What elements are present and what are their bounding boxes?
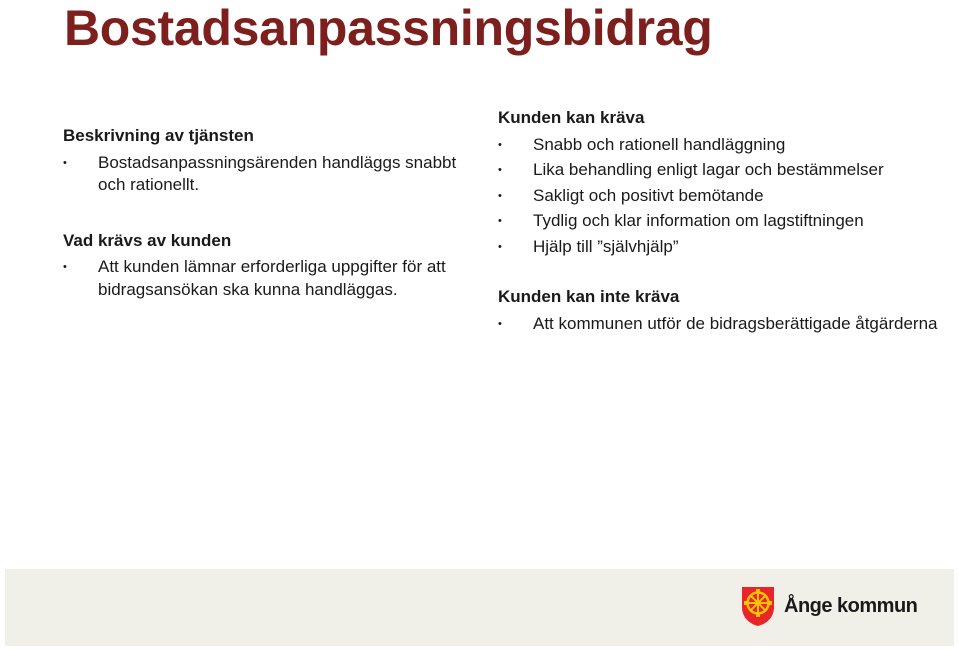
bullet-icon: • xyxy=(498,164,502,176)
cannot-demand-list xyxy=(498,313,938,336)
bullet-icon: • xyxy=(498,215,502,227)
page-title: Bostadsanpassningsbidrag xyxy=(64,0,713,56)
list-item: • Sakligt och positivt bemötande xyxy=(498,185,938,208)
section-heading-description: Beskrivning av tjänsten xyxy=(63,126,254,145)
can-demand-list xyxy=(498,134,938,259)
coat-of-arms-icon xyxy=(740,585,776,627)
bullet-icon: • xyxy=(498,317,502,330)
section-heading-can-demand: Kunden kan kräva xyxy=(498,108,645,127)
requirements-list xyxy=(63,256,458,301)
municipality-logo xyxy=(740,584,917,628)
description-list xyxy=(63,152,458,197)
bullet-icon: • xyxy=(63,156,67,169)
list-item: • Att kommunen utför de bidragsberättigade åtgärderna xyxy=(498,313,938,336)
list-item: • Att kunden lämnar erforderliga uppgifter för att bidragsansökan ska kunna handläggas. xyxy=(63,257,446,299)
list-item: • Lika behandling enligt lagar och bestämmelser xyxy=(498,159,938,182)
bullet-icon: • xyxy=(498,240,502,253)
section-heading-requirements: Vad krävs av kunden xyxy=(63,230,232,250)
bullet-icon: • xyxy=(498,138,502,151)
list-item: • Bostadsanpassningsärenden handläggs snabbt och rationellt. xyxy=(63,152,457,194)
list-item: • Snabb och rationell handläggning xyxy=(498,134,938,157)
list-item: • Hjälp till ”självhjälp” xyxy=(498,236,938,259)
left-column xyxy=(63,125,458,304)
right-column xyxy=(498,107,938,338)
logo-wordmark: Ånge kommun xyxy=(784,594,918,617)
bullet-icon: • xyxy=(63,261,67,273)
section-heading-cannot-demand: Kunden kan inte kräva xyxy=(498,287,680,306)
list-item: • Tydlig och klar information om lagstiftningen xyxy=(498,210,938,233)
bullet-icon: • xyxy=(498,189,502,202)
